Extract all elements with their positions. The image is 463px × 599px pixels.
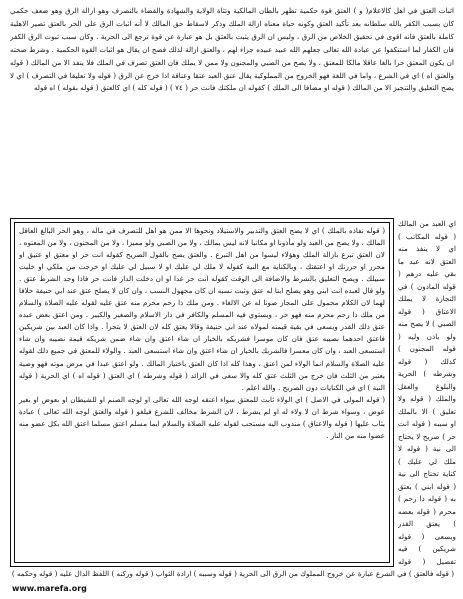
margin-commentary xyxy=(398,218,456,566)
margin-paragraph: اي العبد من المالك ( قوله المكاتب ) اي لا ينفذ منه العتق لانه عبد ما بقي عليه درهم ( قوله الماذون ) في التجارة لا يملك الاعتاق ( قوله الصبي ) لا يصح منه ولو باذن وليه ( قوله المجنون ) كذلك ( قوله وشرطه ) الحرية والبلوغ والعقل والملك ( قوله ولا تعليق ) الا بالملك او سببه ( قوله انت حر ) صريح لا يحتاج الى نية ( قوله لا ملك لي عليك ) كناية تحتاج الى نية ( قوله ابني ) يعتق به ( قوله ذا رحم ) محرم ( قوله بعضه ) يعتق القدر ويسعى ( قوله شريكين ) فيه تفصيل ( قوله xyxy=(398,219,456,566)
main-text-frame-inner xyxy=(14,222,390,563)
main-text-paragraph-1: ( قوله نفاذه بالملك ) اي لا يصح العتق والتدبير والاستيلاد ونحوها الا ممن هو اهل للتصرف في ماله ، وهو الحر البالغ العاقل المالك ، ولا يصح من العبد ولو مأذونا او مكاتبا لانه ليس بمالك ، ولا من الصبي ولو مميزا ، ولا من المجنون ، ولا من المعتوه ، لان العتق تبرع بازالة الملك وهؤلاء ليسوا من اهل التبرع . والعتق يصح بالقول الصريح كقوله انت حر او معتق او عتيق او محرر او حررتك او اعتقتك ، وبالكناية مع النية كقوله لا ملك لي عليك او لا سبيل لي عليك او خرجت من ملكي او خليت سبيلك . ويصح التعليق بالشرط والاضافة الى الوقت كقوله انت حر غدا او ان دخلت الدار فانت حر فاذا وجد الشرط عتق . ولو قال لعبده انت ابني وهو يصلح ابنا له عتق وثبت نسبه ان كان مجهول النسب ، وان كان لا يصلح عتق عند ابي حنيفة خلافا لهما لان الكلام محمول على المجاز صونا له عن الالغاء . ومن ملك ذا رحم محرم منه عتق عليه لقوله عليه الصلاة والسلام من ملك ذا رحم محرم منه فهو حر ، ويستوي فيه المسلم والكافر في دار الاسلام والصغير والكبير . ومن اعتق بعض عبده عتق ذلك القدر ويسعى في بقية قيمته لمولاه عند ابي حنيفة وقالا يعتق كله لان العتق لا يتجزأ . واذا كان العبد بين شريكين فاعتق احدهما نصيبه عتق فان كان موسرا فشريكه بالخيار ان شاء اعتق وان شاء ضمن شريكه قيمة نصيبه وان شاء استسعى العبد ، وان كان معسرا فالشريك بالخيار ان شاء اعتق وان شاء استسعى العبد . والولاء للمعتق في جميع ذلك لقوله عليه الصلاة والسلام انما الولاء لمن اعتق ، وهذا كله اذا كان العتق باختيار المالك . ولو اعتق عبدا في مرض موته فهو وصية يعتبر من الثلث فان خرج من الثلث عتق كله والا سعى في الزائد ( قوله وشرطه ) اي العتق ( قوله اه ) اي الحرية ( قوله النية ) اي في الكنايات دون الصريح . والله اعلم . xyxy=(19,226,385,392)
main-text-paragraph-2: ( قوله المولى في الاصل ) اي الولاء ثابت للمعتق سواء اعتقه لوجه الله تعالى او لوجه الصنم او للشيطان او بعوض او بغير عوض ، وسواء شرط ان لا ولاء له او لم يشرط ، لان الشرط مخالف للشرع فيلغو ( قوله والعتق لوجه الله تعالى ) عبادة يثاب عليها ( قوله والاعتاق ) مندوب اليه مستحب لقوله عليه الصلاة والسلام ايما مسلم اعتق مسلما اعتق الله بكل عضو منه عضوا منه من النار . xyxy=(19,394,385,440)
site-watermark: www.marefa.org xyxy=(12,584,87,593)
main-text-frame xyxy=(10,218,394,567)
header-paragraph: اثبات العتق في اهل كالاعلام( و ) العتق قوة حكمية تظهر بالطان المالكية وتثاة الولاية والشهادة والقضاء بالتصرف وهو ازالة الرق وهو ضعف حكمي كان بسبب الكفر بالله سلطانه بعد تأكيد العتق وكونه حياة معناه ازالة الملك وذكر لاسقاط حق المالك لا أنه اثبات الرق على الحر بالعتق تصير الاهلية كاملة بالعتق فانه اقوى في تحقيق الخلاص من الرق ، وليس ان الرق يثبت بالعتق بل هو عبارة عن قوة ترجع الى الحرية . وكان سبب ثبوت الرق الكفر فان الكفار لما استنكفوا عن عبادة الله تعالى جعلهم الله عبيد عبيده جزاء لهم ، والعتق ازالة لذلك فصح ان يقال هو اثبات القوة الحكمية . وشرط صحته ان يكون المعتق حرا بالغا عاقلا مالكا للمعتق ، ولا يصح من الصبي والمجنون ولا ممن لا يملك فان العتق تصرف في الملك فلا ينفذ الا من المالك ( قوله والعتق اه ) اي في الشرع ، واما في اللغة فهو الخروج من المملوكية يقال عتق العبد عتقا وعتاقة اذا خرج عن الرق ( قوله ولا تعليقا في التصرف ) اي لا يصح التعليق والتنجيز الا من المالك ( قوله او مضافا الى الملك ) كقوله ان ملكتك فانت حر ( ٧٤ ) ( قوله كله ) اي كالعتق ( قوله بقوله ) اه قوله xyxy=(10,6,454,93)
footer-line: ( قوله فالعتق ) في الشرع عبارة عن خروج المملوك من الرق الى الحرية ( قوله وسببه ) ارادة الثواب ( قوله وركنه ) اللفظ الدال عليه ( قوله وحكمه ) xyxy=(11,569,454,578)
header-commentary xyxy=(10,5,454,217)
footer-commentary xyxy=(10,568,454,582)
